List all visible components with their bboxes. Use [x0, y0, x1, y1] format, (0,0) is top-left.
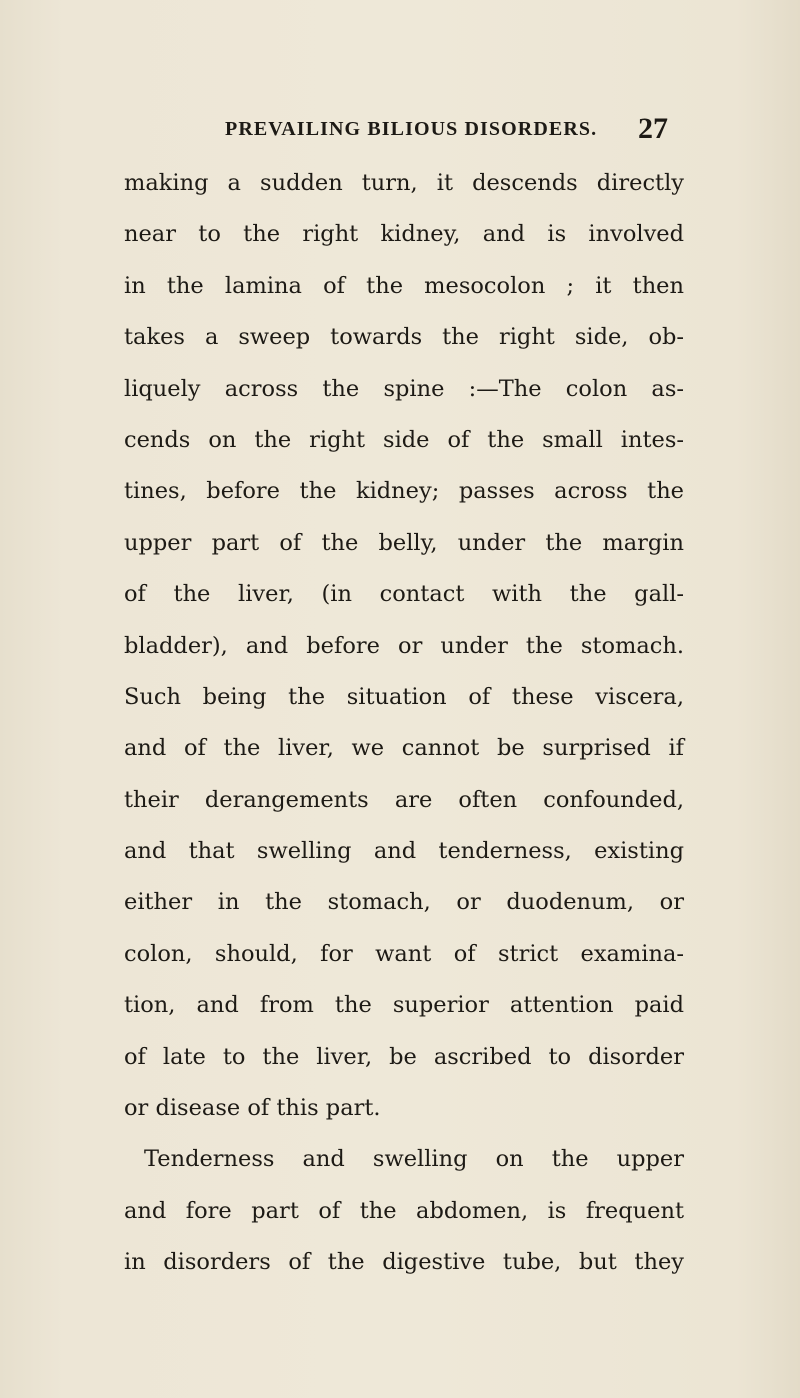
running-head [0, 112, 800, 148]
text-line: tion, and from the superior attention paid [124, 992, 684, 1019]
text-line: of the liver, (in contact with the gall- [124, 581, 684, 608]
text-line: colon, should, for want of strict examina- [124, 940, 684, 967]
text-line: liquely across the spine :—The colon as- [124, 375, 684, 402]
running-title: PREVAILING BILIOUS DISORDERS. [225, 118, 598, 140]
text-line: and of the liver, we cannot be surprised if [124, 735, 684, 762]
text-line: near to the right kidney, and is involved [124, 221, 684, 248]
text-line: Such being the situation of these viscera, [124, 683, 684, 710]
body-text [124, 158, 684, 1289]
text-line: Tenderness and swelling on the upper [144, 1146, 684, 1173]
text-line: tines, before the kidney; passes across the [124, 478, 684, 505]
text-line: upper part of the belly, under the margin [124, 529, 684, 556]
text-line: in the lamina of the mesocolon ; it then [124, 272, 684, 299]
text-line: or disease of this part. [124, 1095, 381, 1122]
text-line: their derangements are often confounded, [124, 786, 684, 813]
text-line: of late to the liver, be ascribed to disorder [124, 1043, 684, 1070]
text-line: and fore part of the abdomen, is frequent [124, 1197, 684, 1224]
text-line: in disorders of the digestive tube, but they [124, 1249, 684, 1276]
text-line: bladder), and before or under the stomach. [124, 632, 684, 659]
text-line: cends on the right side of the small intes- [124, 426, 684, 453]
text-line: and that swelling and tenderness, existing [124, 838, 684, 865]
text-line: either in the stomach, or duodenum, or [124, 889, 684, 916]
text-line: making a sudden turn, it descends directly [124, 170, 684, 196]
page-number: 27 [638, 112, 668, 145]
text-line: takes a sweep towards the right side, ob- [124, 324, 684, 351]
